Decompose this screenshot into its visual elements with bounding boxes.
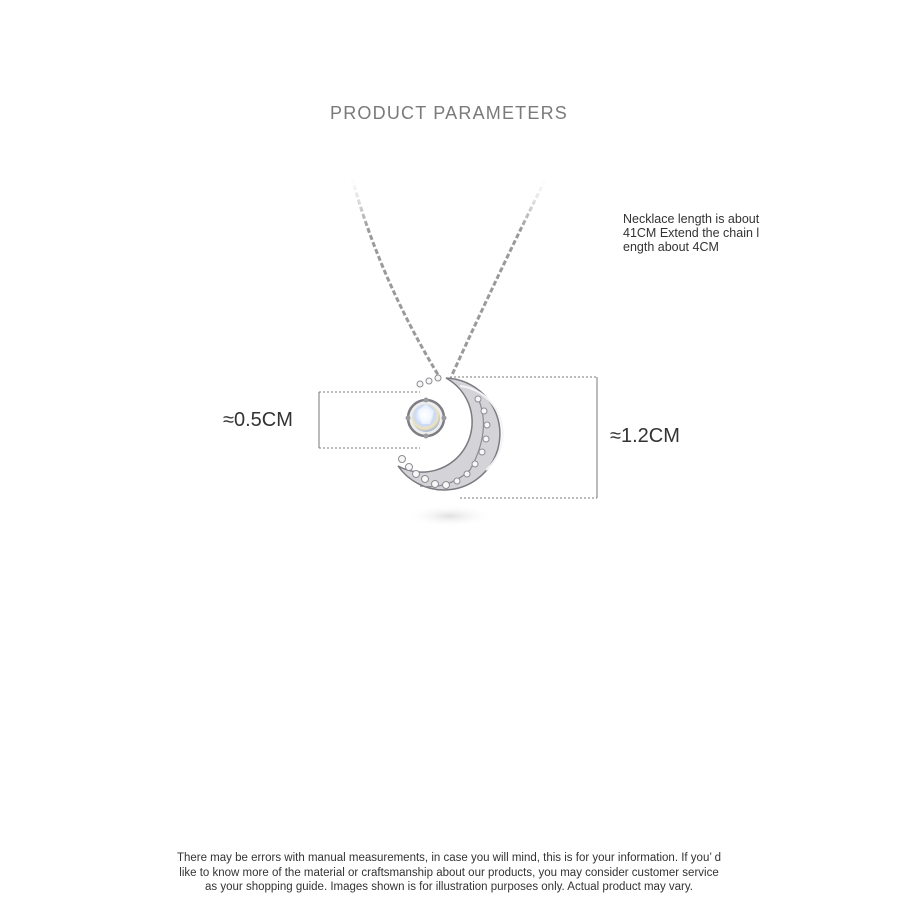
disclaimer	[0, 851, 898, 895]
disclaimer-line-2: like to know more of the material or craftsmanship about our products, you may consider customer service	[179, 866, 719, 879]
stone-measurement-guide	[319, 392, 420, 448]
pendant-size-label: ≈1.2CM	[610, 425, 680, 447]
note-line-2: 41CM Extend the chain l	[623, 226, 760, 240]
chain-left	[352, 178, 440, 378]
pendant-reflection	[406, 505, 494, 527]
note-line-3: ength about 4CM	[623, 240, 719, 254]
disclaimer-line-3: as your shopping guide. Images shown is for illustration purposes only. Actual product may vary.	[205, 881, 693, 893]
disclaimer-line-1: There may be errors with manual measurements, in case you will mind, this is for your information. If you’ d	[176, 852, 722, 864]
stone-size-label: ≈0.5CM	[223, 409, 293, 431]
note-line-1: Necklace length is about	[623, 212, 760, 226]
moonstone-gem	[406, 398, 447, 439]
page-title: PRODUCT PARAMETERS	[330, 103, 568, 123]
chain-right	[452, 180, 545, 375]
